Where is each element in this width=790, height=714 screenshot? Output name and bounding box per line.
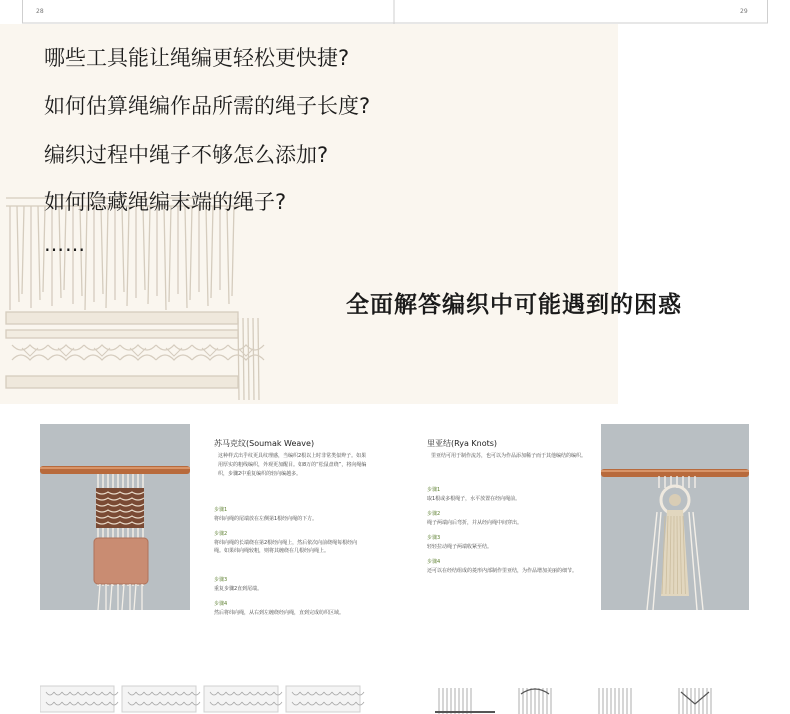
- step-label: 步骤2: [214, 531, 228, 537]
- page-number-left: 28: [36, 8, 44, 15]
- headline: 全面解答编织中可能遇到的困惑: [346, 292, 682, 318]
- soumak-title: 苏马克纹(Soumak Weave): [214, 439, 315, 448]
- question-3: 编织过程中绳子不够怎么添加?: [44, 143, 329, 167]
- step-text: 将纬向绳的长端绕在第2根经向绳上，然后依次向前绕绳每根经向绳。如果纬向绳较粗，则将其缠绕在几根经向绳上。: [214, 540, 358, 554]
- step-diagram-strip-right: [435, 684, 755, 714]
- book-spread: [22, 404, 768, 714]
- ellipsis: ……: [44, 232, 86, 256]
- step-label: 步骤2: [427, 511, 441, 517]
- step-text: 取1根或多根绳子，水平放置在经向绳前。: [427, 496, 521, 502]
- step-text: 然后将纬向绳，从右到左缠绕经向绳，直到完成纺织区域。: [214, 610, 345, 616]
- question-4: 如何隐藏绳编末端的绳子?: [44, 190, 287, 214]
- step-label: 步骤1: [427, 487, 441, 493]
- step-text: 绳子两端向后弯折，并从经向绳中间穿出。: [427, 520, 523, 526]
- step-text: 重复步骤2直到尾端。: [214, 586, 263, 592]
- step-label: 步骤3: [427, 535, 441, 541]
- page-number-right: 29: [740, 8, 748, 15]
- step-label: 步骤4: [427, 559, 441, 565]
- step-diagram-strip-left: [40, 684, 380, 714]
- step-label: 步骤3: [214, 577, 228, 583]
- soumak-weave-photo: [40, 424, 190, 610]
- right-page: [395, 404, 768, 714]
- rya-title: 里亚结(Rya Knots): [427, 439, 498, 448]
- step-label: 步骤4: [214, 601, 228, 607]
- question-1: 哪些工具能让绳编更轻松更快捷?: [44, 46, 350, 70]
- step-text: 将纬向绳的尾端放在左侧第1根经向绳的下方。: [214, 516, 318, 522]
- rya-intro: 里亚结可用于制作流苏，也可以为作品添加稀子而于其他编结的编织。: [431, 453, 587, 459]
- step-text: 轻轻拉动绳子两端收紧至结。: [427, 544, 493, 550]
- step-text: 还可以在经结组成的菱形内部制作里亚结，为作品增加美丽的细节。: [427, 568, 578, 574]
- step-label: 步骤1: [214, 507, 228, 513]
- left-page: [22, 404, 395, 714]
- question-2: 如何估算绳编作品所需的绳子长度?: [44, 94, 371, 118]
- soumak-intro: 这种样式出乎纹更具纹理感，当编织2根以上时非常类似辫子。如果用厚实的粗线编织，外观更加醒目。如8万的“松鼠盘绕”，将向绳编织，步骤2中重复编织的轻向编越多。: [218, 453, 367, 477]
- rya-knot-photo: [601, 424, 749, 610]
- top-book-spread: [22, 0, 768, 24]
